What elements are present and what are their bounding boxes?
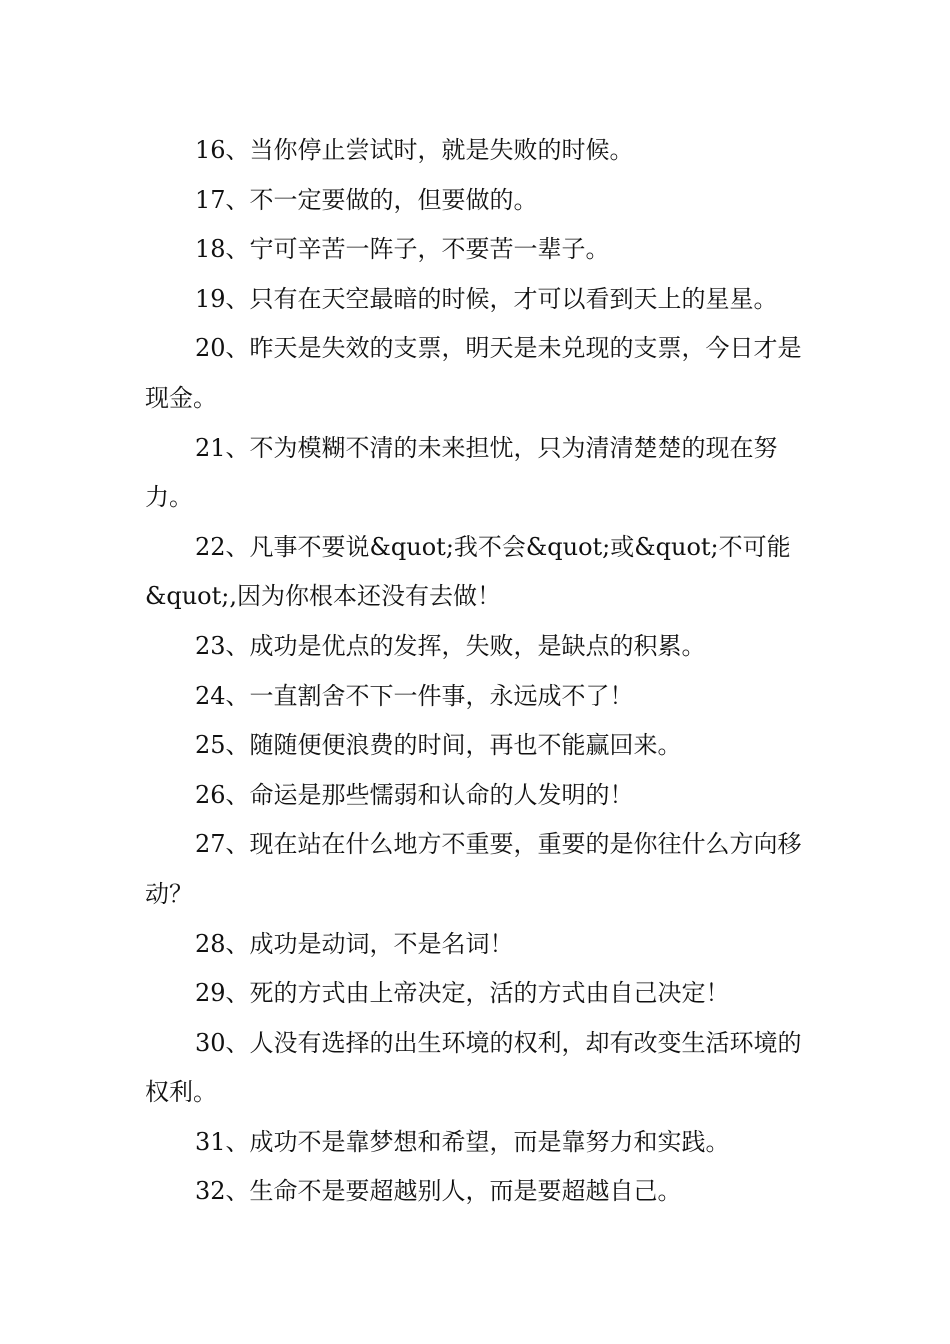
- paragraph-19: 19、只有在天空最暗的时候，才可以看到天上的星星。: [195, 284, 778, 313]
- paragraph-22: 22、凡事不要说&quot;我不会&quot;或&quot;不可能&quot;,因为你根本还没有去做！: [145, 532, 791, 611]
- paragraph-26: 26、命运是那些懦弱和认命的人发明的！: [195, 780, 634, 809]
- paragraph-23: 23、成功是优点的发挥，失败，是缺点的积累。: [195, 631, 706, 660]
- paragraph-24: 24、一直割舍不下一件事，永远成不了！: [195, 681, 634, 710]
- paragraph-31: 31、成功不是靠梦想和希望，而是靠努力和实践。: [195, 1127, 730, 1156]
- paragraph-30: 30、人没有选择的出生环境的权利，却有改变生活环境的权利。: [145, 1028, 802, 1107]
- paragraph-27: 27、现在站在什么地方不重要，重要的是你往什么方向移动？: [145, 830, 802, 908]
- paragraph-32: 32、生命不是要超越别人，而是要超越自己。: [195, 1177, 682, 1206]
- paragraph-28: 28、成功是动词，不是名词！: [195, 929, 514, 958]
- paragraph-29: 29、死的方式由上帝决定，活的方式由自己决定！: [195, 979, 730, 1008]
- paragraph-25: 25、随随便便浪费的时间，再也不能赢回来。: [195, 731, 682, 760]
- paragraph-20: 20、昨天是失效的支票，明天是未兑现的支票，今日才是现金。: [145, 334, 802, 412]
- paragraph-16: 16、当你停止尝试时，就是失败的时候。: [195, 136, 634, 164]
- paragraph-21: 21、不为模糊不清的未来担忧，只为清清楚楚的现在努力。: [145, 433, 778, 512]
- paragraph-18: 18、宁可辛苦一阵子，不要苦一辈子。: [195, 235, 610, 264]
- document-body: [145, 126, 810, 1217]
- paragraph-17: 17、不一定要做的，但要做的。: [195, 185, 538, 214]
